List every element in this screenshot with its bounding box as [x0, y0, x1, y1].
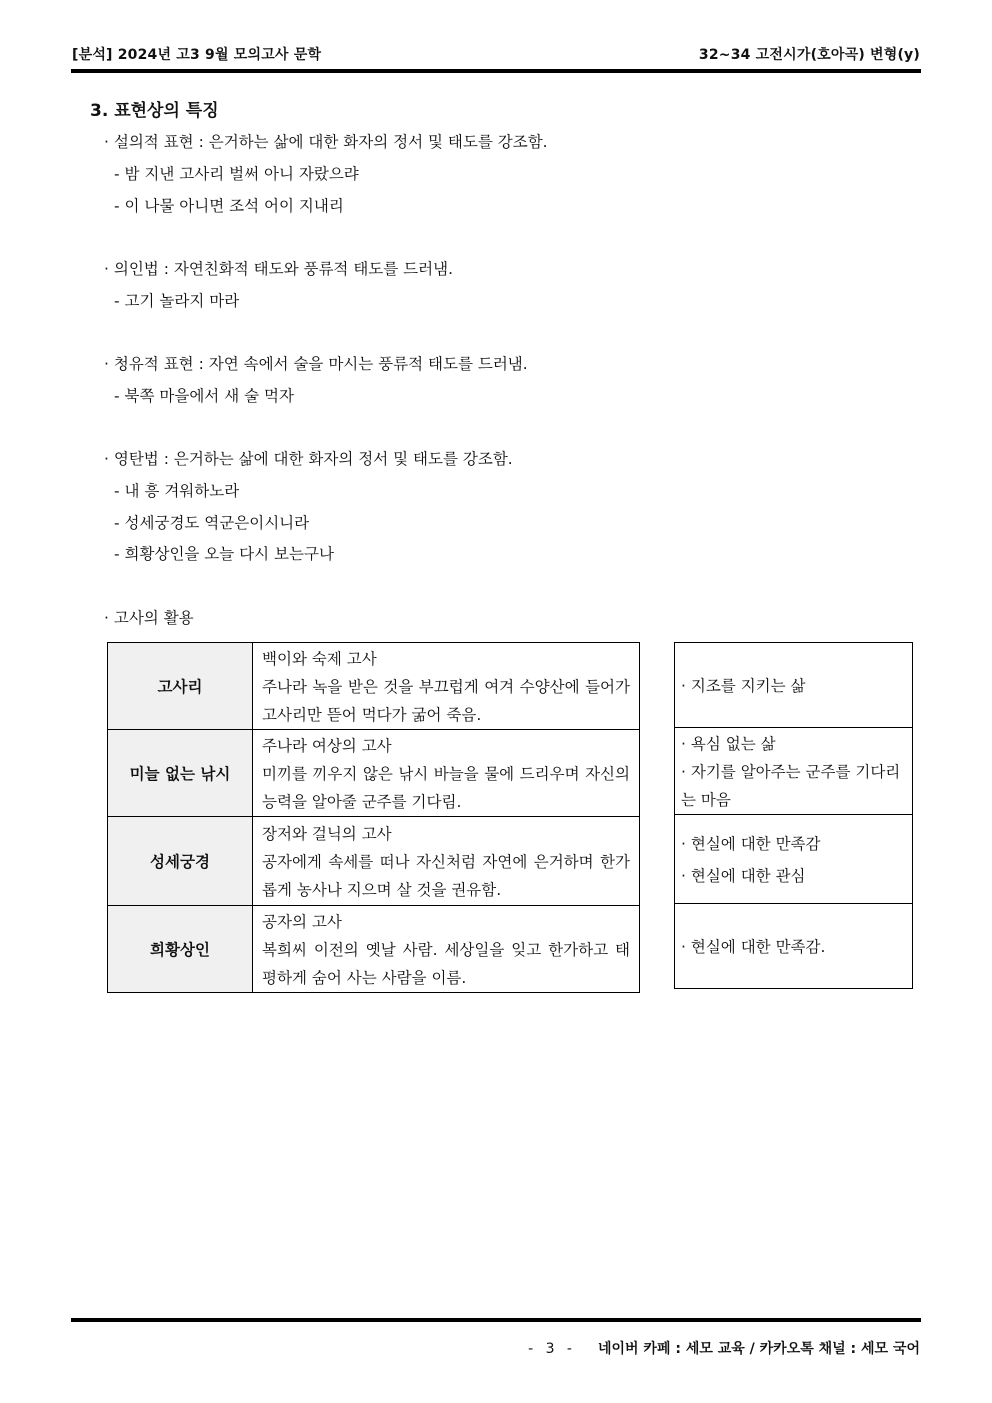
page-number: - 3 - [528, 1341, 576, 1357]
allusion-name: 희황상인 [108, 906, 253, 993]
table-row [108, 906, 640, 993]
meaning-line: · 자기를 알아주는 군주를 기다리는 마음 [681, 763, 901, 809]
allusion-source-title: 주나라 여상의 고사 [262, 737, 392, 755]
meaning-line: · 현실에 대한 만족감. [681, 938, 826, 956]
allusion-story: 주나라 녹을 받은 것을 부끄럽게 여겨 수양산에 들어가 고사리만 뜯어 먹다가 굶어 죽음. [262, 678, 630, 724]
header-right-title: 32~34 고전시가(호아곡) 변형(y) [698, 47, 920, 63]
footer-rule [71, 1318, 921, 1322]
feature-example: - 고기 놀라지 마라 [114, 292, 240, 310]
allusion-story: 공자에게 속세를 떠나 자신처럼 자연에 은거하며 한가롭게 농사나 지으며 살 것을 권유함. [262, 853, 630, 899]
allusion-story: 복희씨 이전의 옛날 사람. 세상일을 잊고 한가하고 태평하게 숨어 사는 사람을 이름. [262, 941, 630, 987]
feature-example: - 이 나물 아니면 조석 어이 지내리 [114, 197, 344, 215]
allusion-source-title: 백이와 숙제 고사 [262, 650, 377, 668]
feature-bullet: · 의인법 : 자연친화적 태도와 풍류적 태도를 드러냄. [104, 260, 454, 278]
table-row [108, 730, 640, 817]
feature-bullet: · 설의적 표현 : 은거하는 삶에 대한 화자의 정서 및 태도를 강조함. [104, 133, 548, 151]
feature-example: - 밤 지낸 고사리 벌써 아니 자랐으랴 [114, 165, 359, 183]
meaning-line: · 현실에 대한 만족감 [681, 835, 821, 853]
allusion-meaning [675, 904, 913, 989]
allusion-description [253, 906, 640, 993]
feature-example: - 내 흥 겨워하노라 [114, 482, 240, 500]
feature-bullet: · 영탄법 : 은거하는 삶에 대한 화자의 정서 및 태도를 강조함. [104, 450, 513, 468]
allusion-name: 성세궁경 [108, 817, 253, 906]
allusion-meaning [675, 728, 913, 815]
allusion-description [253, 643, 640, 730]
header-left-title: [분석] 2024년 고3 9월 모의고사 문학 [72, 47, 322, 63]
table-row [675, 643, 913, 728]
footer [528, 1338, 920, 1358]
header-rule [71, 69, 921, 73]
allusion-meaning-table [674, 642, 913, 989]
table-row [108, 817, 640, 906]
feature-bullet: · 청유적 표현 : 자연 속에서 술을 마시는 풍류적 태도를 드러냄. [104, 355, 528, 373]
footer-channel-info: 네이버 카페 : 세모 교육 / 카카오톡 채널 : 세모 국어 [597, 1341, 920, 1357]
allusion-meaning [675, 815, 913, 904]
section-title: 3. 표현상의 특징 [90, 101, 219, 121]
table-row [675, 904, 913, 989]
feature-example: - 성세궁경도 역군은이시니라 [114, 514, 310, 532]
allusion-meaning [675, 643, 913, 728]
meaning-line: · 현실에 대한 관심 [681, 867, 806, 885]
table-row [675, 728, 913, 815]
allusion-description [253, 730, 640, 817]
allusion-description [253, 817, 640, 906]
allusion-heading: · 고사의 활용 [104, 609, 194, 627]
allusion-source-title: 공자의 고사 [262, 913, 342, 931]
meaning-line: · 욕심 없는 삶 [681, 735, 776, 753]
allusion-name: 고사리 [108, 643, 253, 730]
feature-example: - 희황상인을 오늘 다시 보는구나 [114, 545, 334, 563]
allusion-table [107, 642, 640, 993]
allusion-source-title: 장저와 걸닉의 고사 [262, 825, 392, 843]
allusion-name: 미늘 없는 낚시 [108, 730, 253, 817]
allusion-story: 미끼를 끼우지 않은 낚시 바늘을 물에 드리우며 자신의 능력을 알아줄 군주를 기다림. [262, 765, 630, 811]
feature-example: - 북쪽 마을에서 새 술 먹자 [114, 387, 294, 405]
meaning-line: · 지조를 지키는 삶 [681, 677, 806, 695]
table-row [675, 815, 913, 904]
table-row [108, 643, 640, 730]
